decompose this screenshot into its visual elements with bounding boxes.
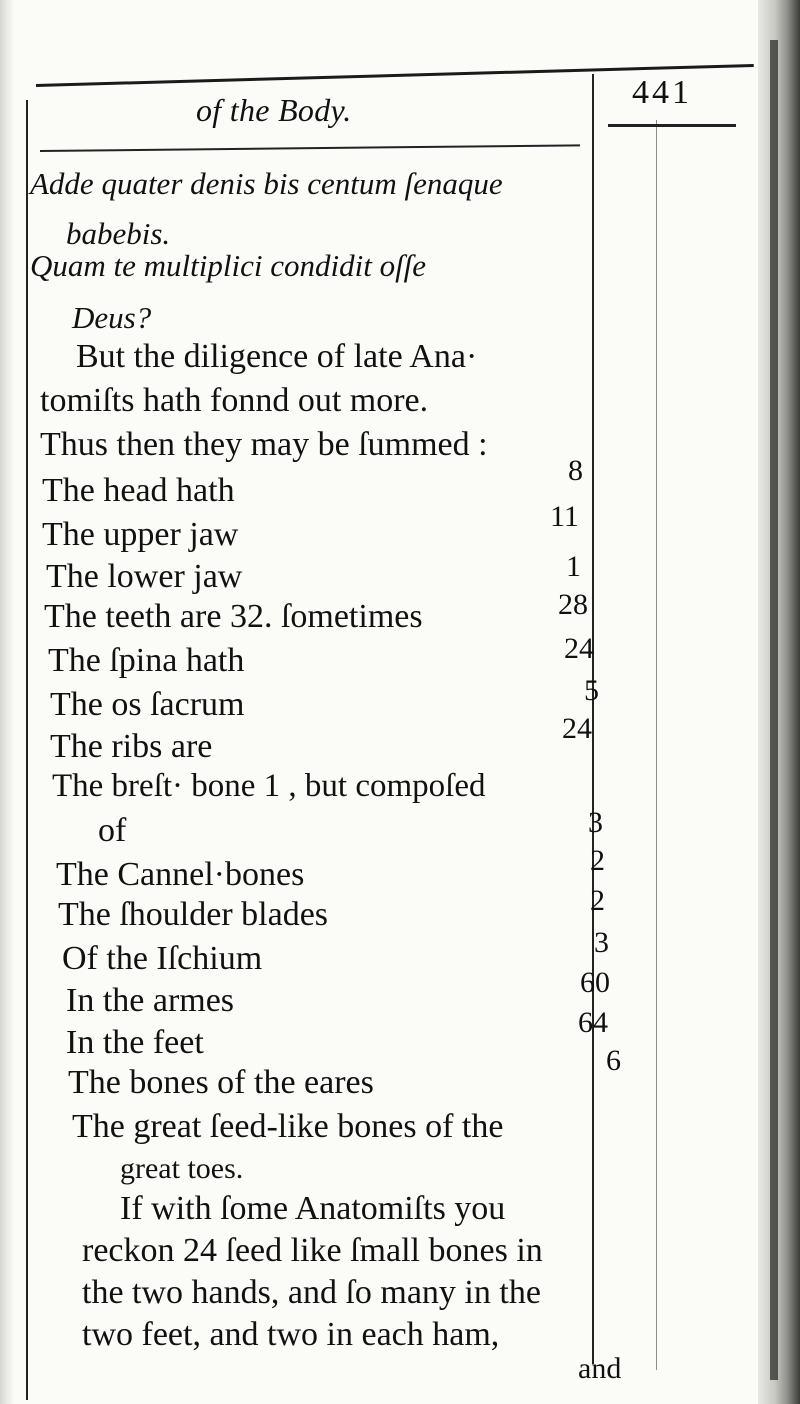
bone-entry-label: In the feet (66, 1024, 204, 1061)
outer-margin-rule (656, 120, 657, 1370)
bone-entry-count: 3 (594, 926, 609, 959)
bone-entry-count: 8 (568, 454, 583, 487)
verse-line: babebis. (66, 216, 171, 251)
page-number: 441 (632, 74, 692, 111)
running-head: of the Body. (196, 92, 352, 128)
bone-entry-count: 1 (566, 550, 581, 583)
bone-entry-label: The Cannel·bones (56, 856, 305, 893)
left-frame-rule (26, 100, 28, 1400)
bone-entry-count: 2 (590, 884, 605, 917)
body-line: Thus then they may be ſummed : (40, 426, 488, 463)
bone-entry-count: 6 (606, 1044, 621, 1077)
bone-entry-count: 24 (562, 712, 592, 745)
body-line: two feet, and two in each ham, (82, 1316, 500, 1353)
verse-line: Deus? (72, 300, 152, 335)
bone-entry-count: 11 (550, 500, 579, 533)
body-line: If with ſome Anatomiſts you (120, 1190, 506, 1227)
body-line: tomiſts hath fonnd out more. (40, 382, 429, 419)
bone-entry-label: The ſhoulder blades (58, 896, 329, 933)
bone-entry-label: The head hath (42, 472, 235, 509)
bone-entry-count: 24 (564, 632, 594, 665)
verse-line: Quam te multiplici condidit oſſe (30, 248, 427, 283)
book-spine-shadow (758, 0, 800, 1404)
bone-entry-label: The breſt· bone 1 , but compoſed (52, 768, 486, 804)
body-line: reckon 24 ſeed like ſmall bones in (82, 1232, 543, 1269)
body-line: and (578, 1352, 622, 1385)
bone-entry-count: 28 (558, 588, 588, 621)
bone-entry-label: The ſpina hath (48, 642, 245, 679)
page-number-underline (608, 124, 736, 127)
bone-entry-label: The os ſacrum (50, 686, 245, 723)
bone-entry-label: The bones of the eares (68, 1064, 374, 1101)
bone-entry-count: 60 (580, 966, 610, 999)
bone-entry-label: The great ſeed-like bones of the (72, 1108, 504, 1145)
bone-entry-label: great toes. (120, 1152, 244, 1185)
bone-entry-label: The teeth are 32. ſometimes (44, 598, 423, 635)
bone-entry-count: 5 (584, 674, 599, 707)
adjacent-page-edge (770, 40, 778, 1380)
bone-entry-label: The ribs are (50, 728, 213, 765)
page-left-edge (0, 0, 14, 1404)
body-line: the two hands, and ſo many in the (82, 1274, 541, 1311)
bone-entry-label: of (98, 812, 127, 849)
bone-entry-count: 64 (578, 1006, 608, 1039)
bone-entry-count: 3 (588, 806, 603, 839)
bone-entry-label: In the armes (66, 982, 235, 1019)
bone-entry-label: Of the Iſchium (62, 940, 263, 977)
header-underline (40, 144, 580, 152)
bone-entry-label: The upper jaw (42, 516, 239, 553)
bone-entry-count: 2 (590, 844, 605, 877)
verse-line: Adde quater denis bis centum ſenaque (30, 166, 503, 201)
bone-entry-label: The lower jaw (46, 558, 243, 595)
body-line: But the diligence of late Ana· (76, 338, 478, 375)
margin-rule (592, 74, 594, 1364)
